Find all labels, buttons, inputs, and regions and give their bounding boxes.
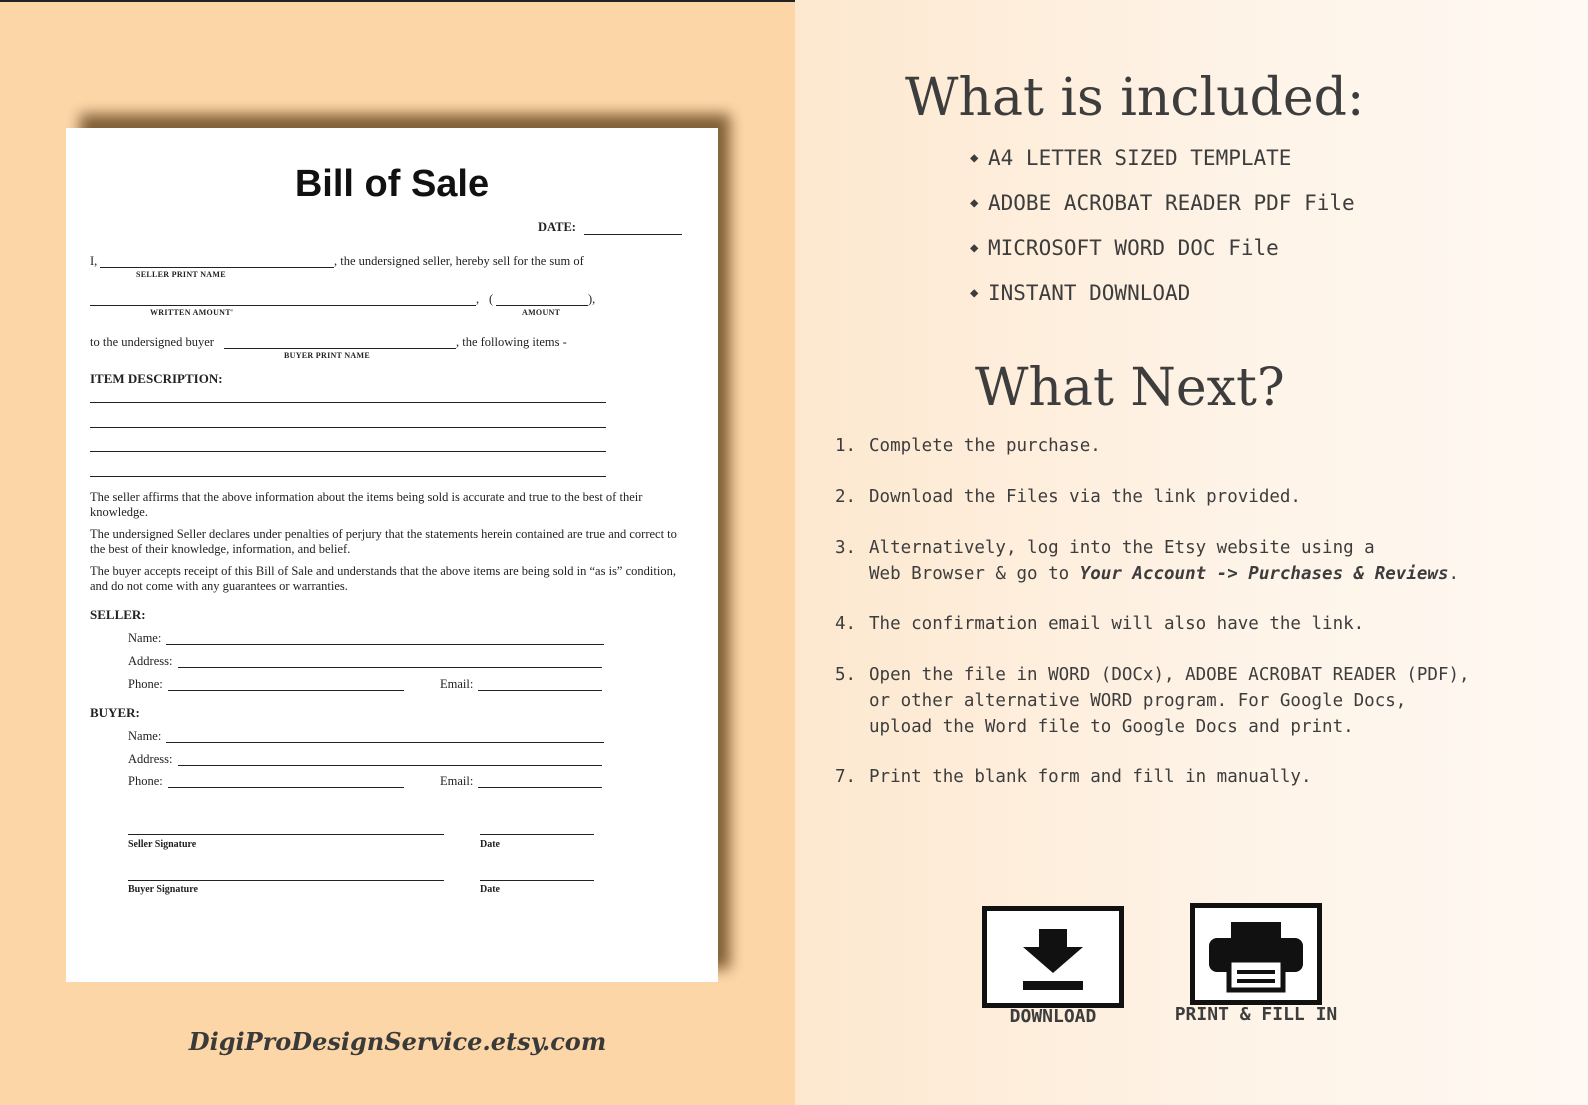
- download-icon[interactable]: [982, 906, 1124, 1008]
- seller-print-name-line: [100, 267, 334, 268]
- buyer-section-label: BUYER:: [90, 705, 140, 720]
- seller-name-line: [166, 644, 604, 645]
- shop-url[interactable]: DigiProDesignService.etsy.com: [188, 1027, 607, 1056]
- amount-line: [496, 305, 588, 306]
- diamond-bullet-icon: ◆: [970, 195, 979, 211]
- buyer-address-label: Address:: [128, 752, 173, 766]
- seller-email-line: [478, 690, 602, 691]
- written-amount-caption: WRITTEN AMOUNT': [150, 308, 234, 317]
- download-label: DOWNLOAD: [1009, 1006, 1097, 1027]
- seller-date-line: [480, 834, 594, 835]
- included-item: ◆ ADOBE ACROBAT READER PDF File: [970, 191, 1355, 215]
- right-panel: What is included: ◆ A4 LETTER SIZED TEMPLATE ◆ ADOBE ACROBAT READER PDF File ◆ MICROSOFT WORD DOC File ◆ INSTANT DOWNLOAD What Next? 1. Complete the purchase. 2. Download the Files via the link provided. 3. Alternatively, log into the Etsy website using a Web Browser & go to Your Account -> Purchases & Reviews. 4. The confirmation email will also have the link. 5. Open the file in WORD (DOCx), ADOBE ACROBAT READER (PDF), or other alternative WORD program. For Google Docs, upload the Word file to Google Docs and print. 7. Print the blank form and fill in manually. DOWNLOAD PRINT & FILL IN: [795, 0, 1588, 1105]
- seller-section-label: SELLER:: [90, 607, 146, 622]
- seller-print-name-caption: SELLER PRINT NAME: [136, 270, 226, 279]
- acceptance-paragraph: The buyer accepts receipt of this Bill of Sale and understands that the above items are being sold in “as is” condition, and do not come with any guarantees or warranties.: [90, 564, 676, 593]
- item-line: [90, 451, 606, 452]
- print-fill-label: PRINT & FILL IN: [1174, 1004, 1338, 1025]
- seller-signature-label: Seller Signature: [128, 839, 197, 850]
- included-item: ◆ A4 LETTER SIZED TEMPLATE: [970, 146, 1292, 170]
- buyer-email-line: [478, 787, 602, 788]
- amount-comma: ,: [476, 292, 480, 306]
- buyer-print-name-caption: BUYER PRINT NAME: [284, 351, 370, 360]
- buyer-signature-line: [128, 880, 444, 881]
- buyer-signature-label: Buyer Signature: [128, 884, 198, 895]
- line3-start: to the undersigned buyer: [90, 335, 214, 349]
- printer-icon[interactable]: [1190, 903, 1322, 1005]
- amount-caption: AMOUNT: [522, 308, 561, 317]
- seller-phone-line: [168, 690, 404, 691]
- document-title: Bill of Sale: [294, 163, 490, 205]
- buyer-print-name-line: [224, 348, 456, 349]
- amount-close: ),: [588, 292, 596, 306]
- diamond-bullet-icon: ◆: [970, 285, 979, 301]
- buyer-address-line: [178, 765, 602, 766]
- account-path: Your Account -> Purchases & Reviews: [1079, 564, 1449, 584]
- seller-address-line: [178, 667, 602, 668]
- buyer-phone-label: Phone:: [128, 774, 163, 788]
- item-line: [90, 476, 606, 477]
- item-line: [90, 427, 606, 428]
- date-label: DATE:: [538, 220, 576, 234]
- seller-address-label: Address:: [128, 654, 173, 668]
- buyer-name-label: Name:: [128, 729, 162, 743]
- seller-date-caption: Date: [480, 839, 500, 850]
- affirmation-paragraph: The seller affirms that the above information about the items being sold is accurate and true to the best of their knowledge.: [90, 490, 643, 519]
- seller-phone-label: Phone:: [128, 677, 163, 691]
- date-line: [584, 234, 682, 235]
- buyer-phone-line: [168, 787, 404, 788]
- bill-of-sale-document: [66, 128, 718, 982]
- seller-signature-line: [128, 834, 444, 835]
- line1-end: , the undersigned seller, hereby sell for the sum of: [334, 254, 584, 268]
- seller-email-label: Email:: [440, 677, 474, 691]
- step3-line2-start: Web Browser & go to: [869, 564, 1080, 584]
- buyer-email-label: Email:: [440, 774, 474, 788]
- seller-name-label: Name:: [128, 631, 162, 645]
- diamond-bullet-icon: ◆: [970, 150, 979, 166]
- buyer-name-line: [166, 742, 604, 743]
- included-item: ◆ MICROSOFT WORD DOC File: [970, 236, 1279, 260]
- item-line: [90, 402, 606, 403]
- written-amount-line: [90, 305, 476, 306]
- item-description-label: ITEM DESCRIPTION:: [90, 371, 223, 386]
- buyer-date-caption: Date: [480, 884, 500, 895]
- included-heading: What is included:: [905, 68, 1365, 128]
- what-next-heading: What Next?: [975, 358, 1285, 418]
- amount-open: (: [489, 292, 494, 306]
- buyer-date-line: [480, 880, 594, 881]
- diamond-bullet-icon: ◆: [970, 240, 979, 256]
- declaration-paragraph: The undersigned Seller declares under penalties of perjury that the statements herein contained are true and correct to the best of their knowledge, information, and belief.: [90, 527, 677, 556]
- included-item: ◆ INSTANT DOWNLOAD: [970, 281, 1191, 305]
- line1-start: I,: [90, 254, 98, 268]
- line3-end: , the following items -: [456, 335, 567, 349]
